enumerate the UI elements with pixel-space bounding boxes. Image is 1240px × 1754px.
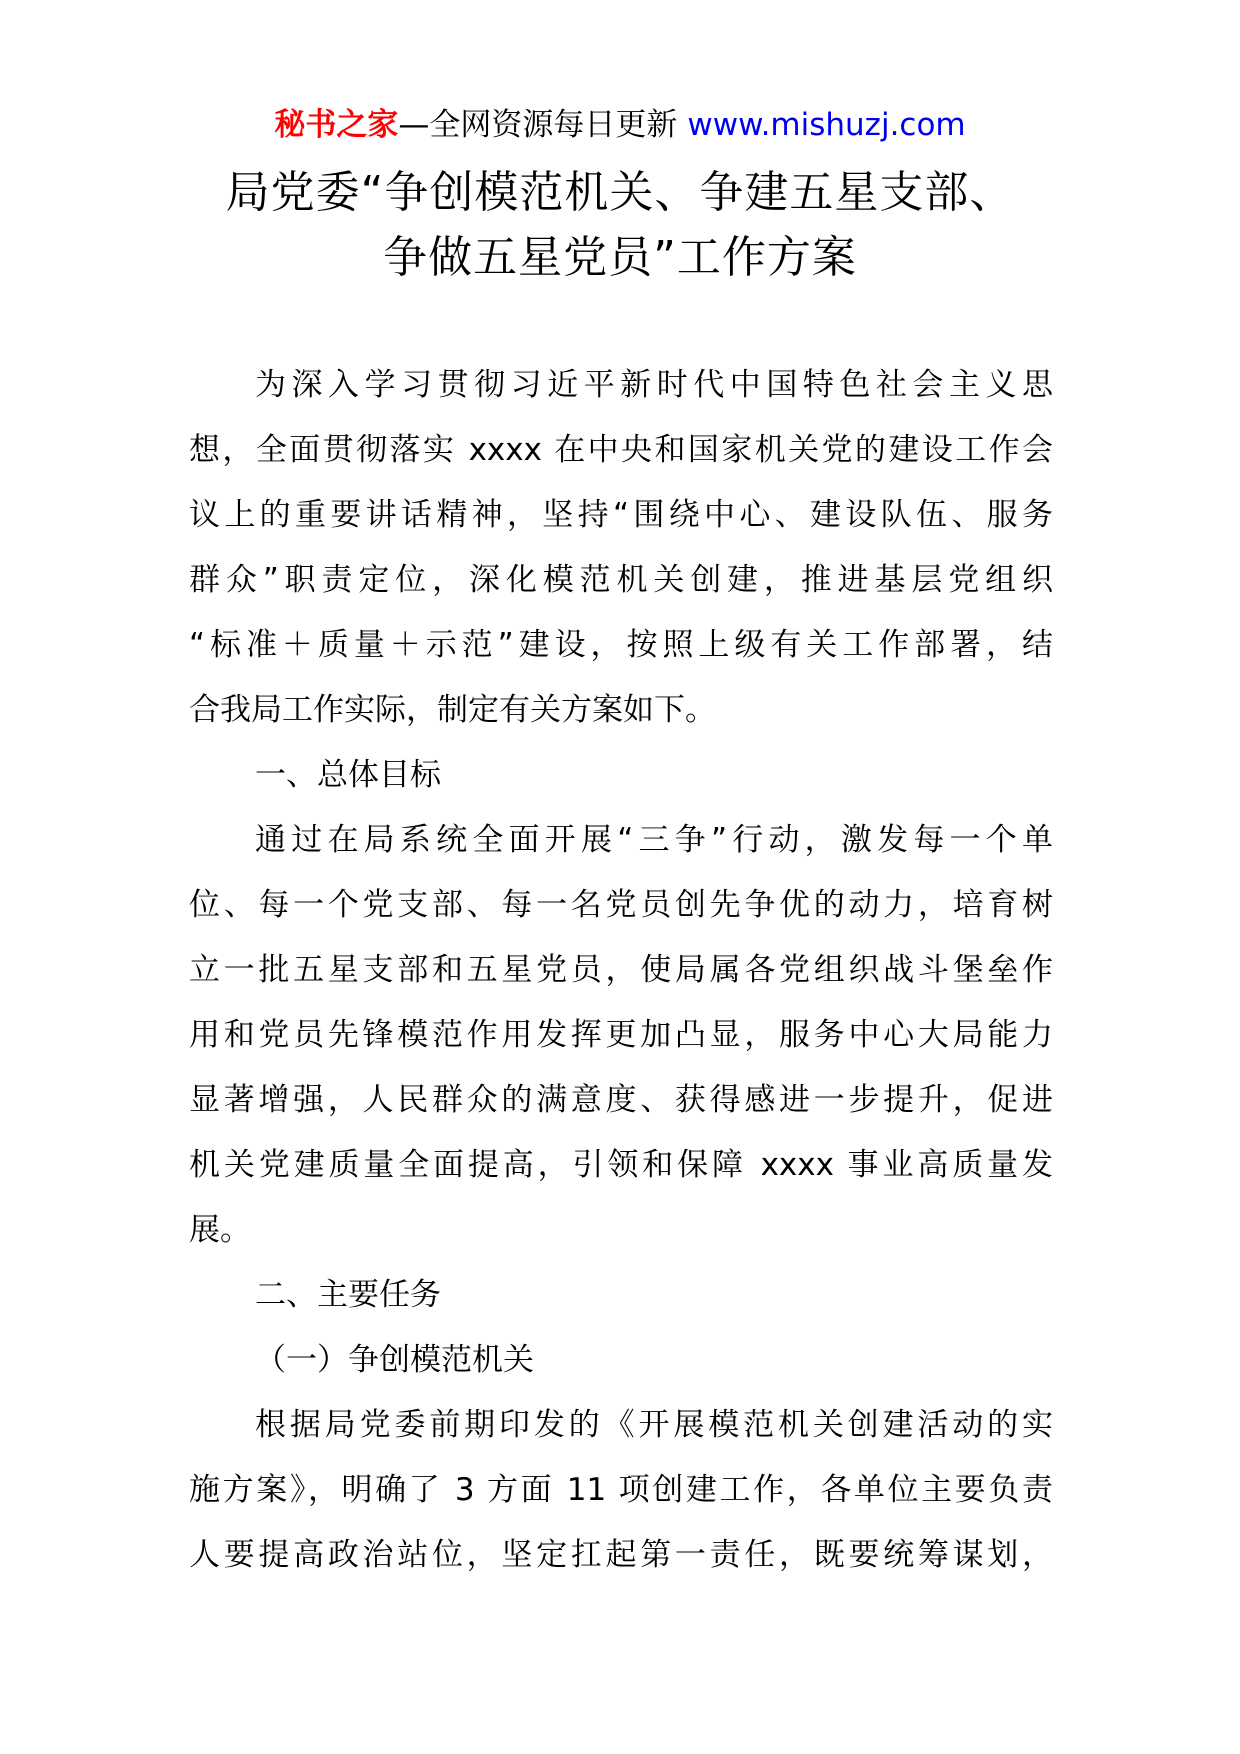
model-organ-paragraph xyxy=(189,1393,1053,1588)
paragraph-line: 群众”职责定位，深化模范机关创建，推进基层党组织 xyxy=(189,562,1053,598)
paragraph-line: 通过在局系统全面开展“三争”行动，激发每一个单 xyxy=(255,822,1053,858)
subsection-heading-model-organ: （一）争创模范机关 xyxy=(255,1342,534,1378)
paragraph-line: 用和党员先锋模范作用发挥更加凸显，服务中心大局能力 xyxy=(189,1017,1053,1053)
site-url[interactable]: www.mishuzj.com xyxy=(687,107,966,143)
paragraph-line: 显著增强，人民群众的满意度、获得感进一步提升，促进 xyxy=(189,1082,1053,1118)
site-header xyxy=(0,104,1240,146)
paragraph-line: 人要提高政治站位，坚定扛起第一责任，既要统筹谋划， xyxy=(189,1537,1053,1573)
section-heading-tasks: 二、主要任务 xyxy=(255,1277,441,1313)
paragraph-line: 展。 xyxy=(189,1212,251,1248)
paragraph-line: 为深入学习贯彻习近平新时代中国特色社会主义思 xyxy=(255,367,1053,403)
goals-paragraph xyxy=(189,808,1053,1263)
header-dash: — xyxy=(398,107,430,143)
document-body xyxy=(189,353,1053,1588)
paragraph-line: 机关党建质量全面提高，引领和保障 xxxx 事业高质量发 xyxy=(189,1147,1053,1183)
paragraph-line: 位、每一个党支部、每一名党员创先争优的动力，培育树 xyxy=(189,887,1053,923)
section-heading-goals: 一、总体目标 xyxy=(255,757,441,793)
paragraph-line: 想，全面贯彻落实 xxxx 在中央和国家机关党的建设工作会 xyxy=(189,432,1053,468)
title-line-2: 争做五星党员”工作方案 xyxy=(383,232,857,283)
document-title xyxy=(0,160,1240,290)
paragraph-line: 立一批五星支部和五星党员，使局属各党组织战斗堡垒作 xyxy=(189,952,1053,988)
header-tagline: 全网资源每日更新 xyxy=(429,107,678,143)
intro-paragraph xyxy=(189,353,1053,743)
paragraph-line: 议上的重要讲话精神，坚持“围绕中心、建设队伍、服务 xyxy=(189,497,1053,533)
paragraph-line: 根据局党委前期印发的《开展模范机关创建活动的实 xyxy=(255,1407,1053,1443)
brand-name: 秘书之家 xyxy=(274,107,399,143)
paragraph-line: “标准＋质量＋示范”建设，按照上级有关工作部署，结 xyxy=(189,627,1053,663)
title-line-1: 局党委“争创模范机关、争建五星支部、 xyxy=(225,167,1015,218)
paragraph-line: 合我局工作实际，制定有关方案如下。 xyxy=(189,692,716,728)
paragraph-line: 施方案》，明确了 3 方面 11 项创建工作，各单位主要负责 xyxy=(189,1472,1053,1508)
